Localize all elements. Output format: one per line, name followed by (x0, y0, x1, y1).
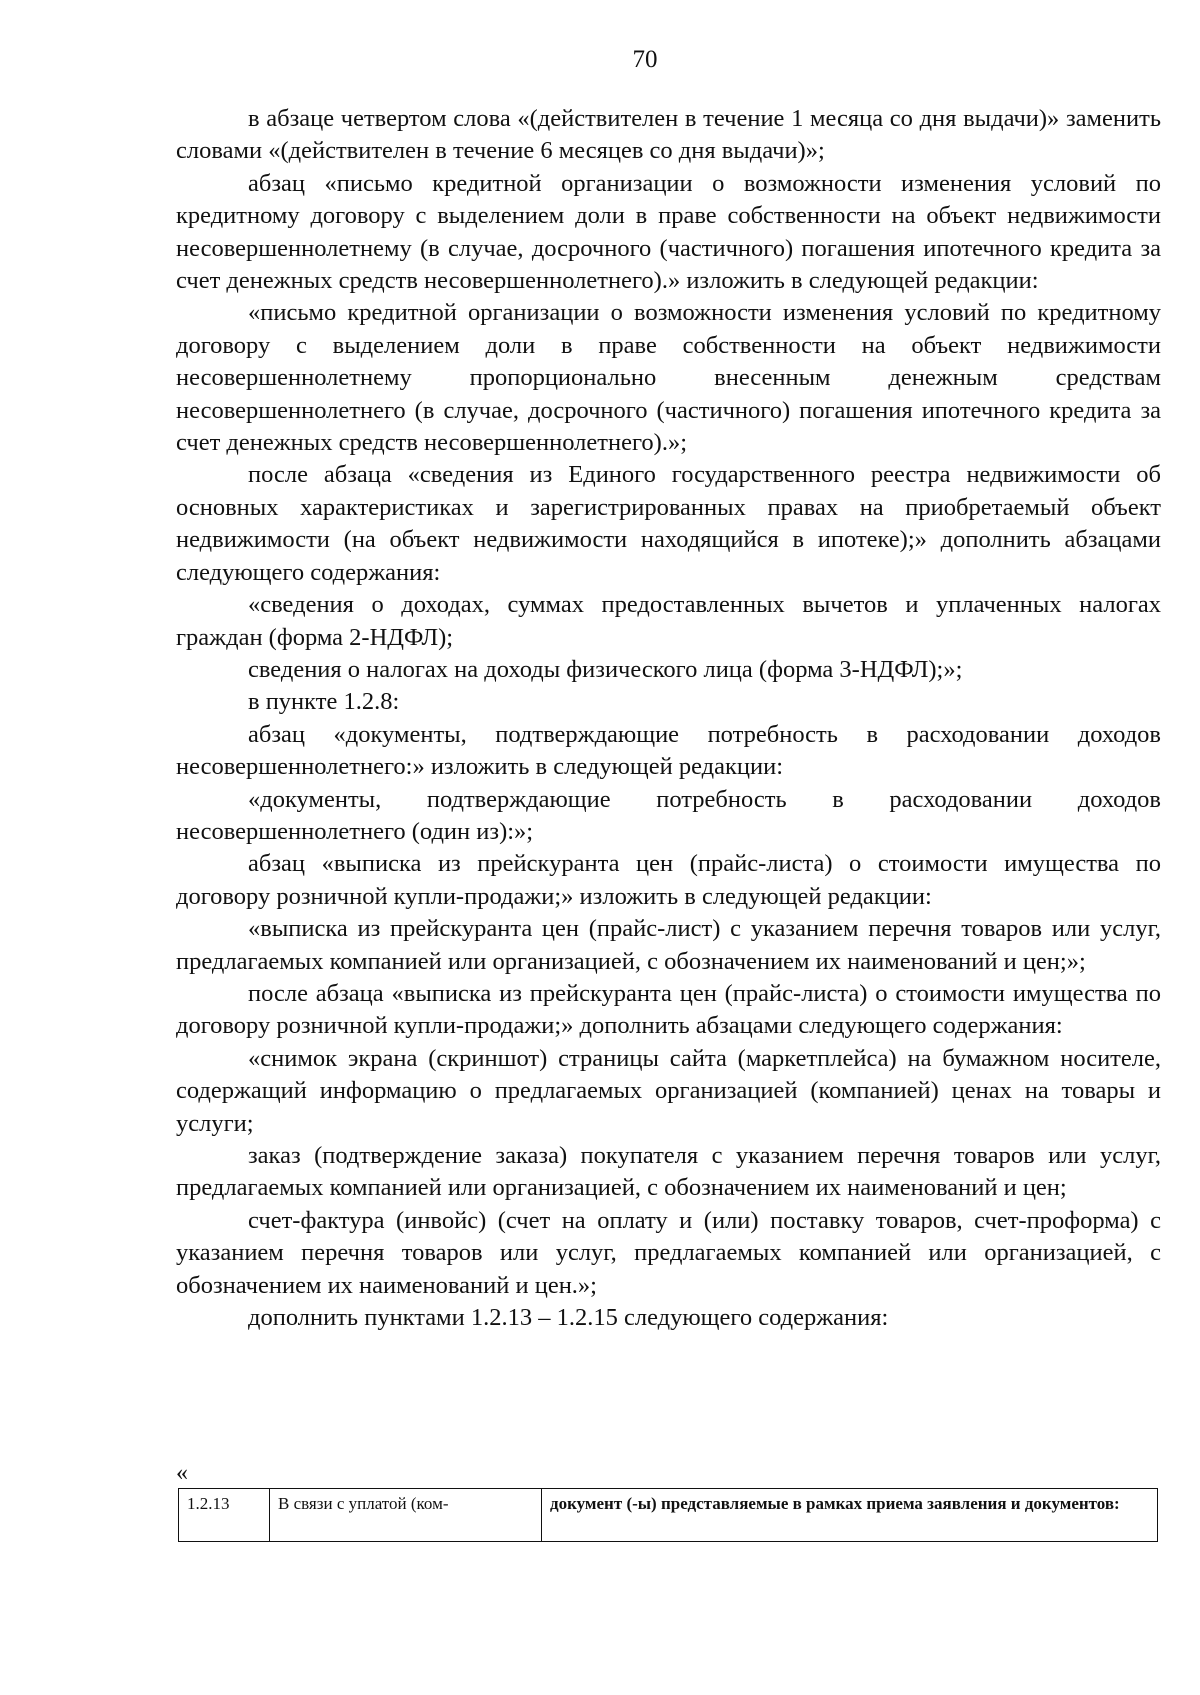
paragraph: абзац «письмо кредитной организации о возможности изменения условий по кредитному договору с выделением доли в праве собственности на объект недвижимости несовершеннолетнему (в случае, досрочного (частичного) погашения ипотечного кредита за счет денежных средств несовершеннолетнего).» изложить в следующей редакции: (176, 169, 1161, 295)
paragraph: абзац «документы, подтверждающие потребность в расходовании доходов несовершеннолетнего:» изложить в следующей редакции: (176, 720, 1161, 781)
page-number: 70 (632, 46, 658, 73)
table-row (179, 1489, 1158, 1542)
paragraph: «снимок экрана (скриншот) страницы сайта (маркетплейса) на бумажном носителе, содержащий информацию о предлагаемых организацией (компанией) ценах на товары и услуги; (176, 1044, 1161, 1137)
paragraph: «сведения о доходах, суммах предоставленных вычетов и уплаченных налогах граждан (форма 2-НДФЛ); (176, 591, 1161, 651)
table-cell-documents: документ (-ы) представляемые в рамках приема заявления и документов: (542, 1489, 1158, 1542)
points-table (178, 1488, 1158, 1542)
paragraph: абзац «выписка из прейскуранта цен (прайс-листа) о стоимости имущества по договору розничной купли-продажи;» изложить в следующей редакции: (176, 850, 1161, 910)
document-body (176, 103, 1161, 1334)
paragraph: «письмо кредитной организации о возможности изменения условий по кредитному договору с выделением доли в праве собственности на объект недвижимости несовершеннолетнему пропорционально внесенным денежным средствам несовершеннолетнего (в случае, досрочного (частичного) погашения ипотечного кредита за счет денежных средств несовершеннолетнего).»; (176, 299, 1161, 457)
paragraph: сведения о налогах на доходы физического лица (форма 3-НДФЛ);»; (248, 655, 963, 683)
table-cell-point-name: В связи с уплатой (ком- (270, 1489, 542, 1542)
paragraph: в пункте 1.2.8: (248, 688, 400, 716)
paragraph: в абзаце четвертом слова «(действителен в течение 1 месяца со дня выдачи)» заменить словами «(действителен в течение 6 месяцев со дня выдачи)»; (176, 105, 1161, 165)
paragraph: счет-фактура (инвойс) (счет на оплату и (или) поставку товаров, счет-проформа) с указанием перечня товаров или услуг, предлагаемых компанией или организацией, с обозначением их наименований и цен.»; (176, 1206, 1161, 1299)
table-cell-point-number: 1.2.13 (179, 1489, 270, 1542)
paragraph: после абзаца «сведения из Единого государственного реестра недвижимости об основных характеристиках и зарегистрированных правах на приобретаемый объект недвижимости (на объект недвижимости находящийся в ипотеке);» дополнить абзацами следующего содержания: (176, 461, 1161, 586)
paragraph: дополнить пунктами 1.2.13 – 1.2.15 следующего содержания: (248, 1304, 889, 1332)
opening-quote-mark: « (176, 1460, 188, 1486)
paragraph: «выписка из прейскуранта цен (прайс-лист) с указанием перечня товаров или услуг, предлагаемых компанией или организацией, с обозначением их наименований и цен;»; (176, 915, 1161, 975)
paragraph: заказ (подтверждение заказа) покупателя с указанием перечня товаров или услуг, предлагаемых компанией или организацией, с обозначением их наименований и цен; (176, 1142, 1161, 1202)
paragraph: после абзаца «выписка из прейскуранта цен (прайс-листа) о стоимости имущества по договору розничной купли-продажи;» дополнить абзацами следующего содержания: (176, 979, 1161, 1040)
paragraph: «документы, подтверждающие потребность в расходовании доходов несовершеннолетнего (один из):»; (176, 785, 1161, 845)
